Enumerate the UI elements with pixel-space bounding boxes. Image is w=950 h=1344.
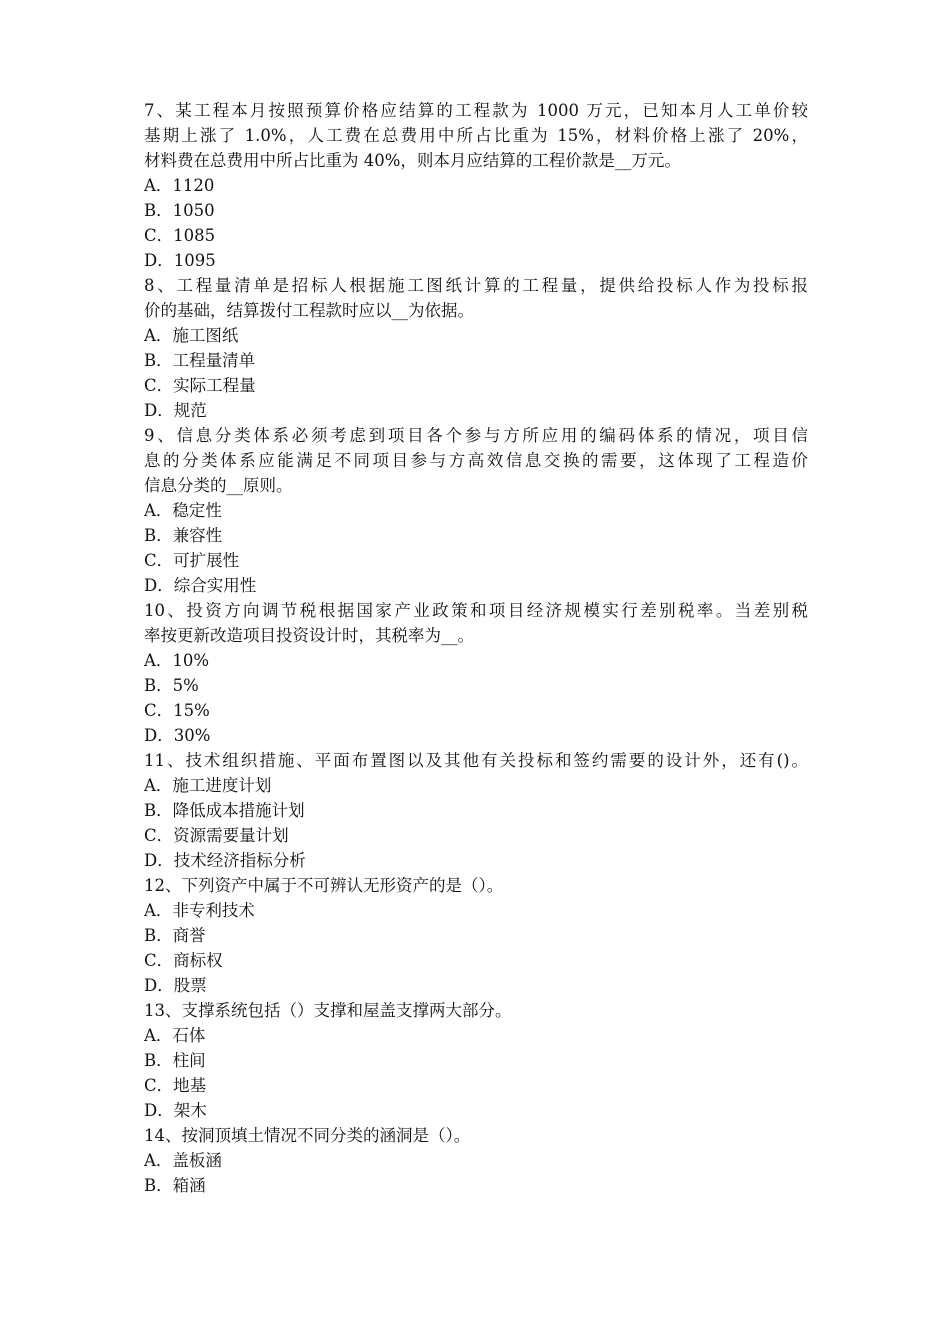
question-13-option-b: B．柱间 bbox=[144, 1051, 206, 1070]
question-9-option-a: A．稳定性 bbox=[144, 501, 222, 520]
question-10-option-b: B．5% bbox=[144, 676, 199, 695]
question-10-option-d: D．30% bbox=[144, 726, 211, 745]
question-8-option-c: C．实际工程量 bbox=[144, 376, 256, 395]
question-13-option-d: D．架木 bbox=[144, 1101, 207, 1120]
question-12-line-1: 12、下列资产中属于不可辨认无形资产的是（）。 bbox=[144, 876, 504, 895]
question-8-option-d: D．规范 bbox=[144, 401, 207, 420]
question-11-option-a: A．施工进度计划 bbox=[144, 776, 272, 795]
question-11-option-c: C．资源需要量计划 bbox=[144, 826, 289, 845]
question-14-line-1: 14、按洞顶填土情况不同分类的涵洞是（）。 bbox=[144, 1126, 471, 1145]
question-7-option-c: C．1085 bbox=[144, 226, 216, 245]
question-12-option-c: C．商标权 bbox=[144, 951, 223, 970]
question-11-line-1: 11、技术组织措施、平面布置图以及其他有关投标和签约需要的设计外，还有()。 bbox=[144, 751, 808, 770]
question-13-option-c: C．地基 bbox=[144, 1076, 207, 1095]
question-13-line-1: 13、支撑系统包括（）支撑和屋盖支撑两大部分。 bbox=[144, 1001, 512, 1020]
question-14-option-a: A．盖板涵 bbox=[144, 1151, 222, 1170]
question-7-option-d: D．1095 bbox=[144, 251, 216, 270]
question-7-line-1: 7、某工程本月按照预算价格应结算的工程款为 1000 万元，已知本月人工单价较 bbox=[144, 101, 808, 120]
question-9-option-c: C．可扩展性 bbox=[144, 551, 240, 570]
question-14 bbox=[144, 1123, 808, 1198]
question-10-line-1: 10、投资方向调节税根据国家产业政策和项目经济规模实行差别税率。当差别税 bbox=[144, 601, 808, 620]
document-page bbox=[144, 98, 808, 1198]
question-9 bbox=[144, 423, 808, 598]
question-12-option-a: A．非专利技术 bbox=[144, 901, 255, 920]
question-14-option-b: B．箱涵 bbox=[144, 1176, 206, 1195]
question-9-option-d: D．综合实用性 bbox=[144, 576, 257, 595]
question-8 bbox=[144, 273, 808, 423]
question-7-option-a: A．1120 bbox=[144, 176, 215, 195]
question-7-line-2: 基期上涨了 1.0%，人工费在总费用中所占比重为 15%，材料价格上涨了 20%， bbox=[144, 126, 808, 145]
question-7-line-3: 材料费在总费用中所占比重为 40%，则本月应结算的工程价款是__万元。 bbox=[144, 151, 681, 170]
question-10-line-2: 率按更新改造项目投资设计时，其税率为__。 bbox=[144, 626, 474, 645]
question-8-line-1: 8、工程量清单是招标人根据施工图纸计算的工程量，提供给投标人作为投标报 bbox=[144, 276, 808, 295]
question-12 bbox=[144, 873, 808, 998]
question-8-option-a: A．施工图纸 bbox=[144, 326, 239, 345]
question-9-line-1: 9、信息分类体系必须考虑到项目各个参与方所应用的编码体系的情况，项目信 bbox=[144, 426, 808, 445]
question-12-option-d: D．股票 bbox=[144, 976, 207, 995]
question-9-line-3: 信息分类的__原则。 bbox=[144, 476, 293, 495]
question-13-option-a: A．石体 bbox=[144, 1026, 206, 1045]
question-9-line-2: 息的分类体系应能满足不同项目参与方高效信息交换的需要，这体现了工程造价 bbox=[144, 451, 808, 470]
question-13 bbox=[144, 998, 808, 1123]
question-12-option-b: B．商誉 bbox=[144, 926, 206, 945]
question-9-option-b: B．兼容性 bbox=[144, 526, 223, 545]
question-11 bbox=[144, 748, 808, 873]
question-8-option-b: B．工程量清单 bbox=[144, 351, 256, 370]
question-11-option-b: B．降低成本措施计划 bbox=[144, 801, 305, 820]
question-10-option-c: C．15% bbox=[144, 701, 210, 720]
question-10-option-a: A．10% bbox=[144, 651, 210, 670]
question-7 bbox=[144, 98, 808, 273]
question-10 bbox=[144, 598, 808, 748]
question-11-option-d: D．技术经济指标分析 bbox=[144, 851, 306, 870]
question-8-line-2: 价的基础，结算拨付工程款时应以__为依据。 bbox=[144, 301, 474, 320]
question-7-option-b: B．1050 bbox=[144, 201, 215, 220]
